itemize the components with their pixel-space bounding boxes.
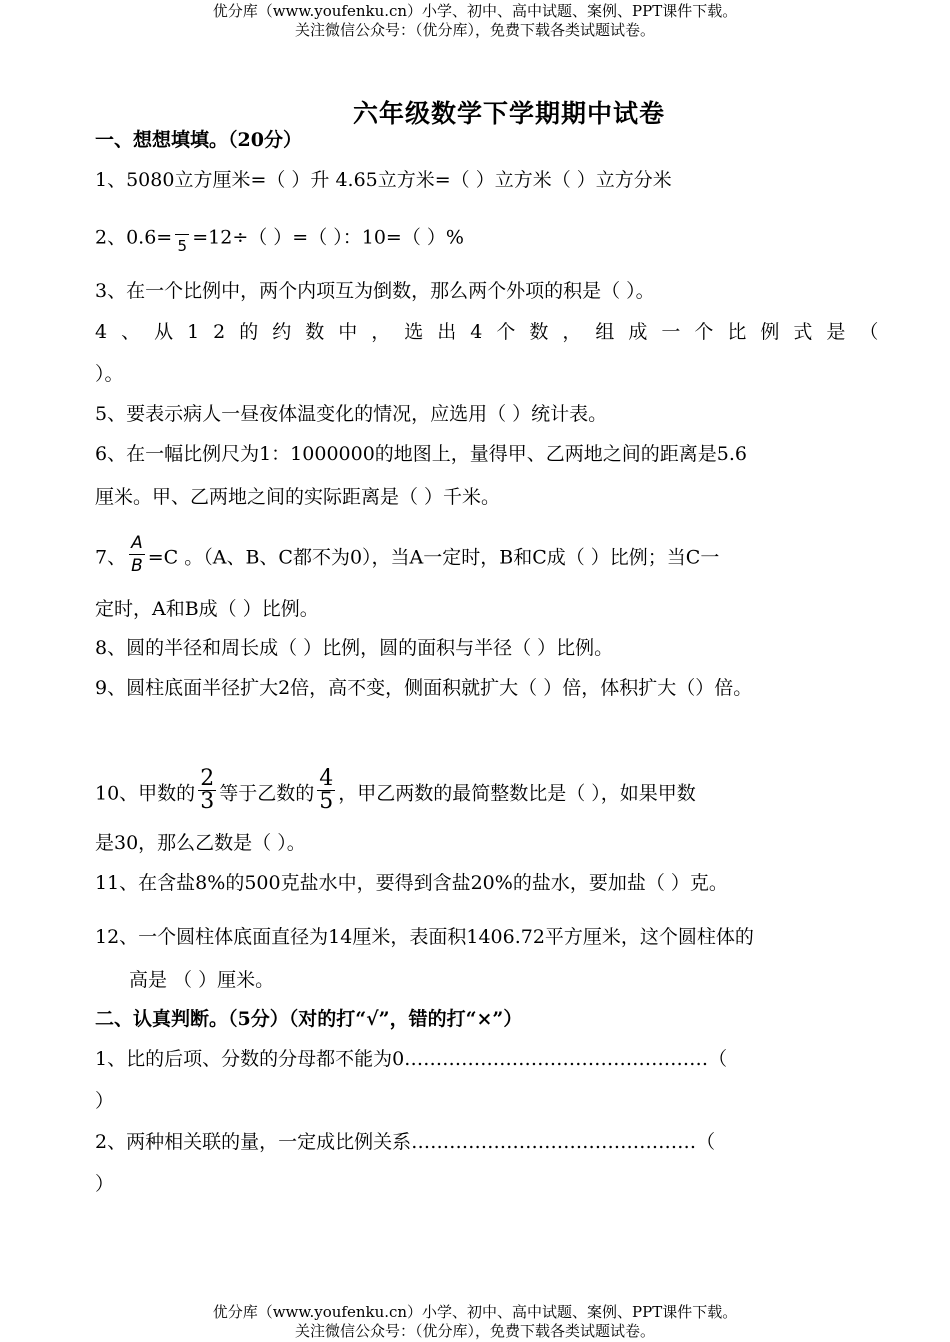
question-10-suffix: ，甲乙两数的最简整数比是（ ），如果甲数 xyxy=(338,782,696,805)
question-5: 5、要表示病人一昼夜体温变化的情况，应选用（ ）统计表。 xyxy=(95,403,608,425)
question-1: 1、5080立方厘米=（ ）升 4.65立方米=（ ）立方米（ ）立方分米 xyxy=(95,169,672,191)
question-2 xyxy=(95,216,464,261)
judge-2: 2、两种相关联的量，一定成比例关系………………………………………（ xyxy=(95,1131,716,1153)
question-4-end: ）。 xyxy=(95,363,124,385)
section1-heading: 一、想想填填。（20分） xyxy=(95,129,302,151)
question-10-f1-denominator: 3 xyxy=(200,789,215,814)
question-10-f2-numerator: 4 xyxy=(319,766,334,791)
question-8: 8、圆的半径和周长成（ ）比例，圆的面积与半径（ ）比例。 xyxy=(95,637,614,659)
question-10-fraction-2 xyxy=(317,768,335,813)
judge-1: 1、比的后项、分数的分母都不能为0…………………………………………（ xyxy=(95,1048,728,1070)
question-7 xyxy=(95,533,720,581)
judge-1-end: ） xyxy=(95,1090,115,1112)
page-title: 六年级数学下学期期中试卷 xyxy=(352,99,665,128)
question-7-denominator: B xyxy=(131,556,143,576)
question-6-line-1: 6、在一幅比例尺为1：1000000的地图上，量得甲、乙两地之间的距离是5.6 xyxy=(95,443,748,465)
question-10-f2-denominator: 5 xyxy=(319,789,334,814)
question-7-suffix: =C 。（A、B、C都不为0），当A一定时，B和C成（ ）比例；当C一 xyxy=(147,546,720,569)
question-2-prefix: 2、0.6= xyxy=(95,226,173,249)
question-10-prefix: 10、甲数的 xyxy=(95,782,196,805)
question-9: 9、圆柱底面半径扩大2倍，高不变，侧面积就扩大（ ）倍，体积扩大（）倍。 xyxy=(95,677,753,699)
question-2-denominator: 5 xyxy=(177,237,187,255)
question-7-numerator: A xyxy=(131,533,143,553)
question-4-text: 4、从12的约数中，选出4个数，组成一个比例式是（ xyxy=(95,321,893,343)
question-12-line-2: 高是 （ ）厘米。 xyxy=(129,969,275,991)
question-7-fraction xyxy=(129,532,145,577)
judge-2-end: ） xyxy=(95,1173,115,1195)
question-3: 3、在一个比例中，两个内项互为倒数，那么两个外项的积是（ ）。 xyxy=(95,280,655,302)
section2-heading: 二、认真判断。（5分）（对的打“√”，错的打“×”） xyxy=(95,1008,523,1030)
footer-line-1: 优分库（www.youfenku.cn）小学、初中、高中试题、案例、PPT课件下载。 xyxy=(212,1303,738,1321)
header-line-2: 关注微信公众号：（优分库），免费下载各类试题试卷。 xyxy=(294,21,655,39)
footer-line-2: 关注微信公众号：（优分库），免费下载各类试题试卷。 xyxy=(294,1322,655,1340)
question-10 xyxy=(95,766,696,817)
question-10-f1-numerator: 2 xyxy=(200,766,215,791)
question-7-line-2: 定时，A和B成（ ）比例。 xyxy=(95,598,319,620)
header-line-1: 优分库（www.youfenku.cn）小学、初中、高中试题、案例、PPT课件下载。 xyxy=(212,2,738,20)
question-6-line-2: 厘米。甲、乙两地之间的实际距离是（ ）千米。 xyxy=(95,486,501,508)
question-10-line-2: 是30，那么乙数是（ ）。 xyxy=(95,832,306,854)
question-10-fraction-1 xyxy=(198,768,216,813)
question-2-fraction xyxy=(175,212,189,257)
question-7-prefix: 7、 xyxy=(95,546,127,569)
question-12-line-1: 12、一个圆柱体底面直径为14厘米，表面积1406.72平方厘米，这个圆柱体的 xyxy=(95,926,754,948)
question-2-suffix: =12÷（ ）=（ ）：10=（ ）% xyxy=(192,226,464,249)
question-4 xyxy=(95,320,893,344)
question-10-middle: 等于乙数的 xyxy=(219,782,315,805)
question-11: 11、在含盐8%的500克盐水中，要得到含盐20%的盐水，要加盐（ ）克。 xyxy=(95,872,728,894)
